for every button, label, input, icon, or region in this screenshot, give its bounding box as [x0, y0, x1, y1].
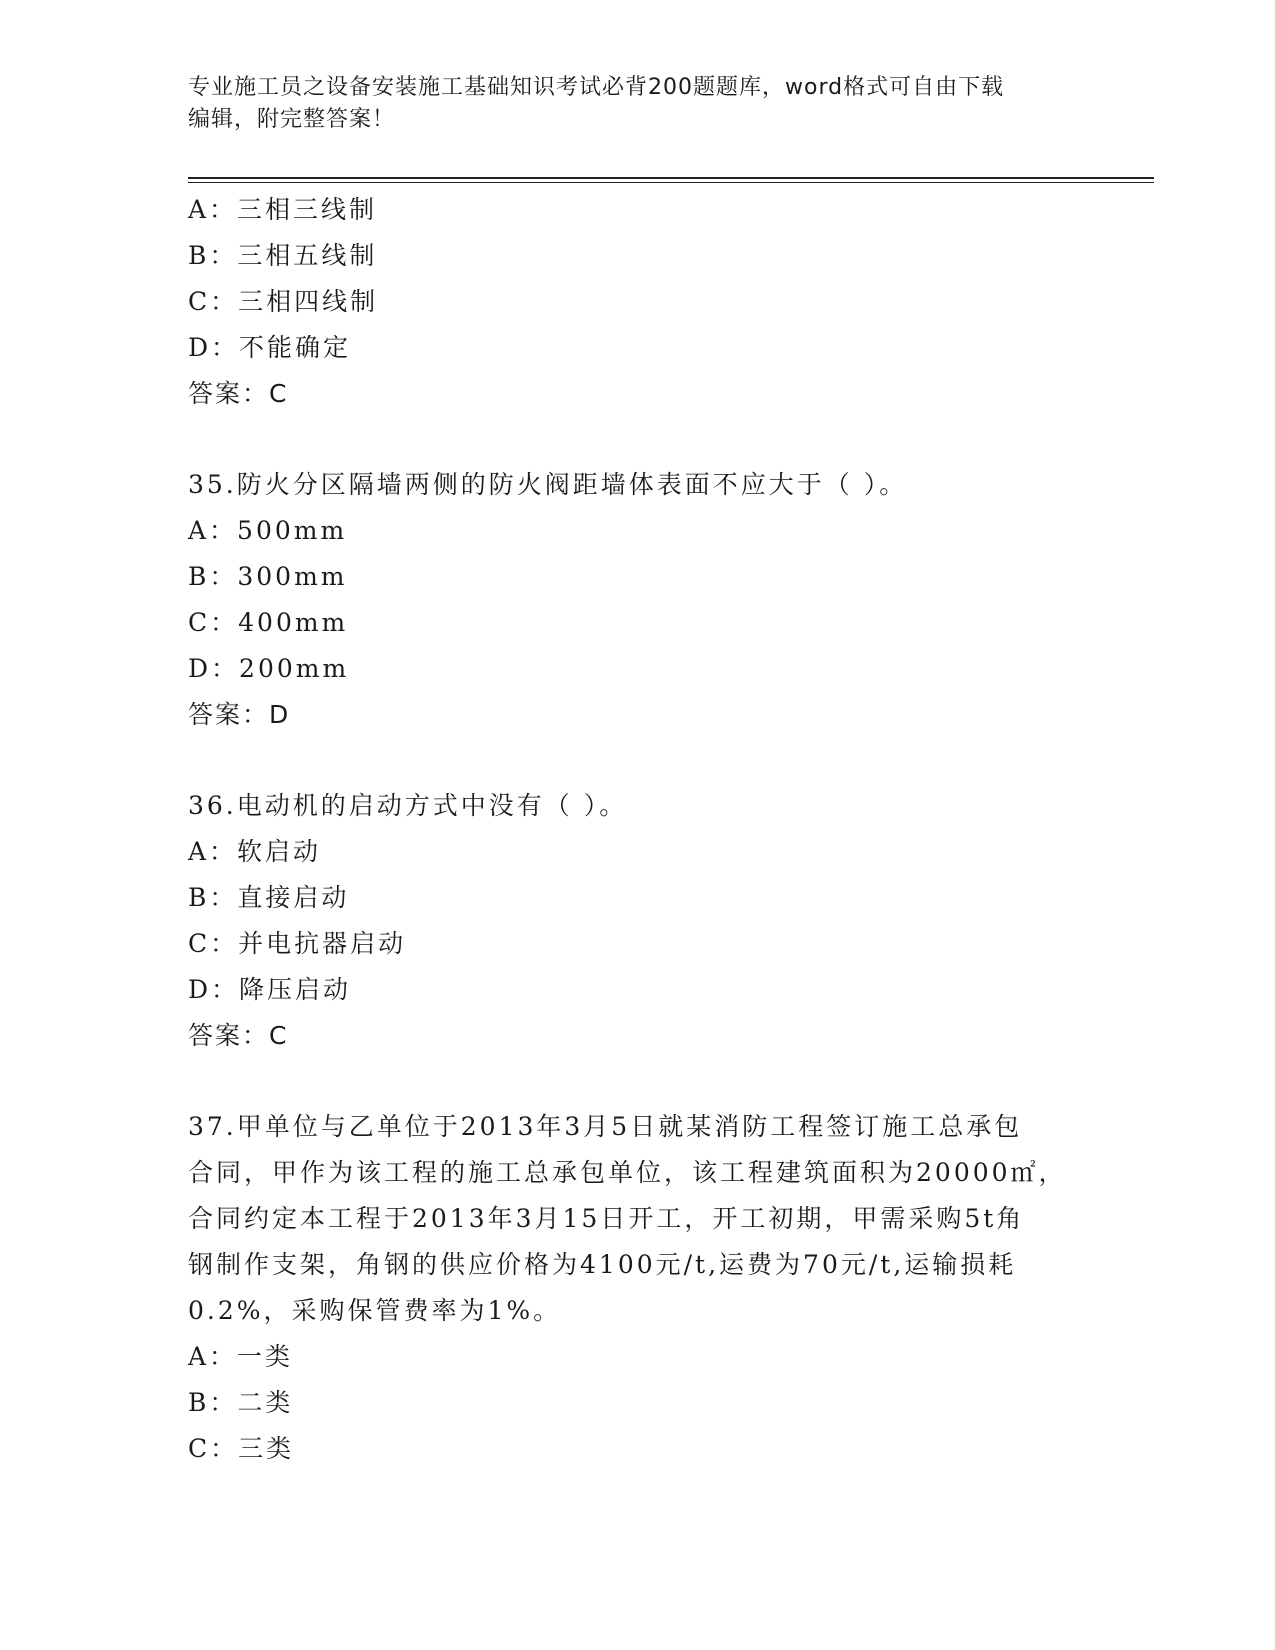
option-c: C：三相四线制 [188, 287, 379, 316]
answer-line: 答案：D [188, 700, 291, 729]
header-line-1: 专业施工员之设备安装施工基础知识考试必背200题题库，word格式可自由下载 [188, 75, 1005, 100]
header-divider-thin [188, 182, 1154, 183]
header-line-2: 编辑，附完整答案！ [188, 107, 396, 132]
stem-line: 合同约定本工程于2013年3月15日开工，开工初期，甲需采购5t角 [188, 1204, 1025, 1233]
option-c: C：400mm [188, 608, 349, 637]
option-c: C：三类 [188, 1434, 295, 1463]
option-a: A：500mm [188, 516, 348, 545]
question-stem [188, 1104, 1088, 1334]
option-b: B：三相五线制 [188, 241, 378, 270]
question-36 [188, 783, 1088, 1059]
answer-line: 答案：C [188, 379, 289, 408]
question-34-tail [188, 187, 1088, 417]
question-37 [188, 1104, 1088, 1472]
option-b: B：二类 [188, 1388, 294, 1417]
option-a: A：三相三线制 [188, 195, 378, 224]
option-b: B：300mm [188, 562, 348, 591]
option-b: B：直接启动 [188, 883, 350, 912]
stem-line: 0.2%，采购保管费率为1%。 [188, 1296, 562, 1325]
stem-line: 37.甲单位与乙单位于2013年3月5日就某消防工程签订施工总承包 [188, 1112, 1023, 1141]
question-stem: 36.电动机的启动方式中没有（ ）。 [188, 791, 628, 820]
answer-line: 答案：C [188, 1021, 289, 1050]
question-list [188, 187, 1088, 1472]
question-stem: 35.防火分区隔墙两侧的防火阀距墙体表面不应大于（ ）。 [188, 470, 908, 499]
option-d: D：降压启动 [188, 975, 352, 1004]
stem-line: 钢制作支架，角钢的供应价格为4100元/t,运费为70元/t,运输损耗 [188, 1250, 1017, 1279]
option-c: C：并电抗器启动 [188, 929, 407, 958]
question-35 [188, 462, 1088, 738]
option-a: A：一类 [188, 1342, 294, 1371]
document-header [188, 72, 1088, 136]
option-d: D：不能确定 [188, 333, 352, 362]
header-divider-thick [188, 177, 1154, 179]
option-a: A：软启动 [188, 837, 322, 866]
option-d: D：200mm [188, 654, 350, 683]
stem-line: 合同，甲作为该工程的施工总承包单位，该工程建筑面积为20000㎡， [188, 1158, 1067, 1187]
